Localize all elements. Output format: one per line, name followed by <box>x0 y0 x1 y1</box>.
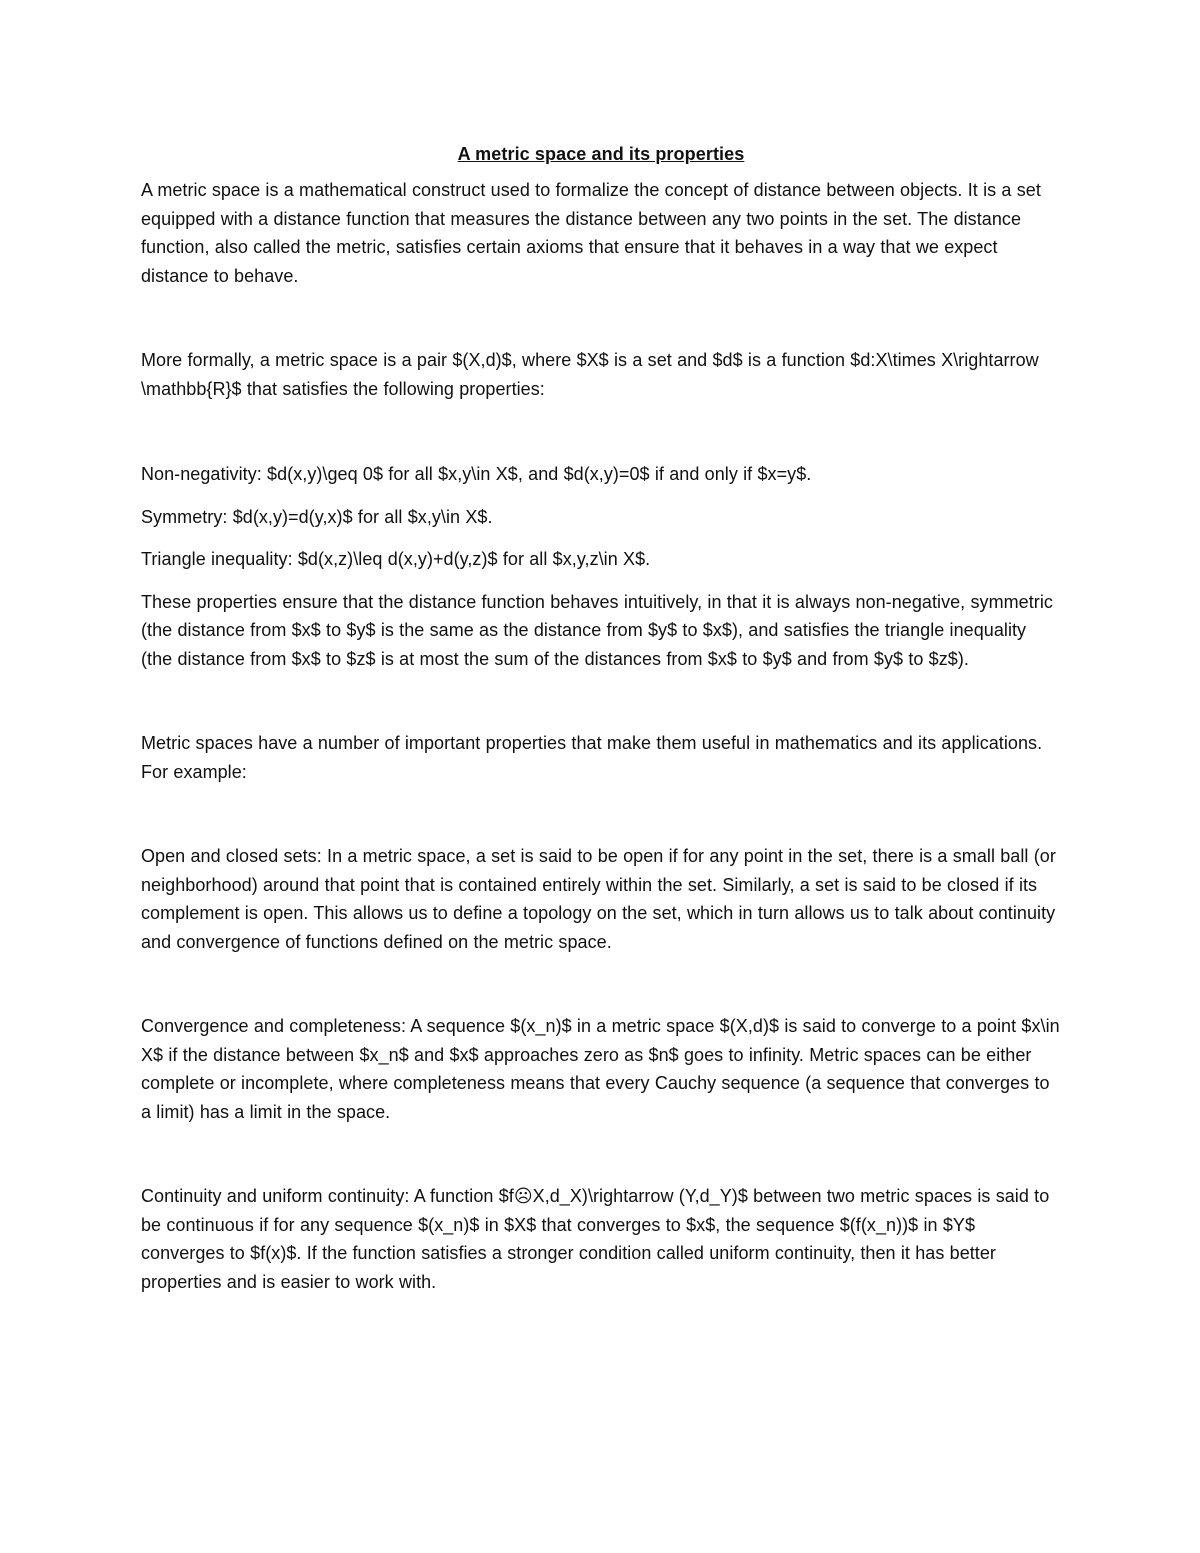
document-page <box>141 140 1061 1296</box>
paragraph-convergence-completeness: Convergence and completeness: A sequence $(x_n)$ in a metric space $(X,d)$ is said to converge to a point $x\in X$ if the distance between $x_n$ and $x$ approaches zero as $n$ goes to infinity. Metric spaces can be either complete or incomplete, where completeness means that every Cauchy sequence (a sequence that converges to a limit) has a limit in the space. <box>141 1016 1060 1122</box>
paragraph-triangle-inequality: Triangle inequality: $d(x,z)\leq d(x,y)+d(y,z)$ for all $x,y,z\in X$. <box>141 549 651 569</box>
paragraph-symmetry: Symmetry: $d(x,y)=d(y,x)$ for all $x,y\in X$. <box>141 506 493 527</box>
document-title: A metric space and its properties <box>457 144 745 164</box>
paragraph-continuity: Continuity and uniform continuity: A function $f☹X,d_X)\rightarrow (Y,d_Y)$ between two metric spaces is said to be continuous if for any sequence $(x_n)$ in $X$ that converges to $x$, the sequence $(f(x_n))$ in $Y$ converges to $f(x)$. If the function satisfies a stronger condition called uniform continuity, then it has better properties and is easier to work with. <box>141 1186 1050 1292</box>
paragraph-non-negativity: Non-negativity: $d(x,y)\geq 0$ for all $x,y\in X$, and $d(x,y)=0$ if and only if $x=y$. <box>141 464 812 484</box>
paragraph-properties-explanation: These properties ensure that the distance function behaves intuitively, in that it is always non-negative, symmetric (the distance from $x$ to $y$ is the same as the distance from $y$ to $x$), and satisfies the triangle inequality (the distance from $x$ to $z$ is at most the sum of the distances from $x$ to $y$ and from $y$ to $z$). <box>141 591 1053 669</box>
paragraph-intro: A metric space is a mathematical construct used to formalize the concept of distance between objects. It is a set equipped with a distance function that measures the distance between any two points in the set. The distance function, also called the metric, satisfies certain axioms that ensure that it behaves in a way that we expect distance to behave. <box>141 180 1041 286</box>
paragraph-important-properties: Metric spaces have a number of important properties that make them useful in mathematics and its applications. For example: <box>141 733 1043 782</box>
paragraph-formal-definition: More formally, a metric space is a pair $(X,d)$, where $X$ is a set and $d$ is a function $d:X\times X\rightarrow \mathbb{R}$ that satisfies the following properties: <box>141 350 1039 399</box>
paragraph-open-closed-sets: Open and closed sets: In a metric space, a set is said to be open if for any point in the set, there is a small ball (or neighborhood) around that point that is contained entirely within the set. Similarly, a set is said to be closed if its complement is open. This allows us to define a topology on the set, which in turn allows us to talk about continuity and convergence of functions defined on the metric space. <box>141 846 1056 952</box>
